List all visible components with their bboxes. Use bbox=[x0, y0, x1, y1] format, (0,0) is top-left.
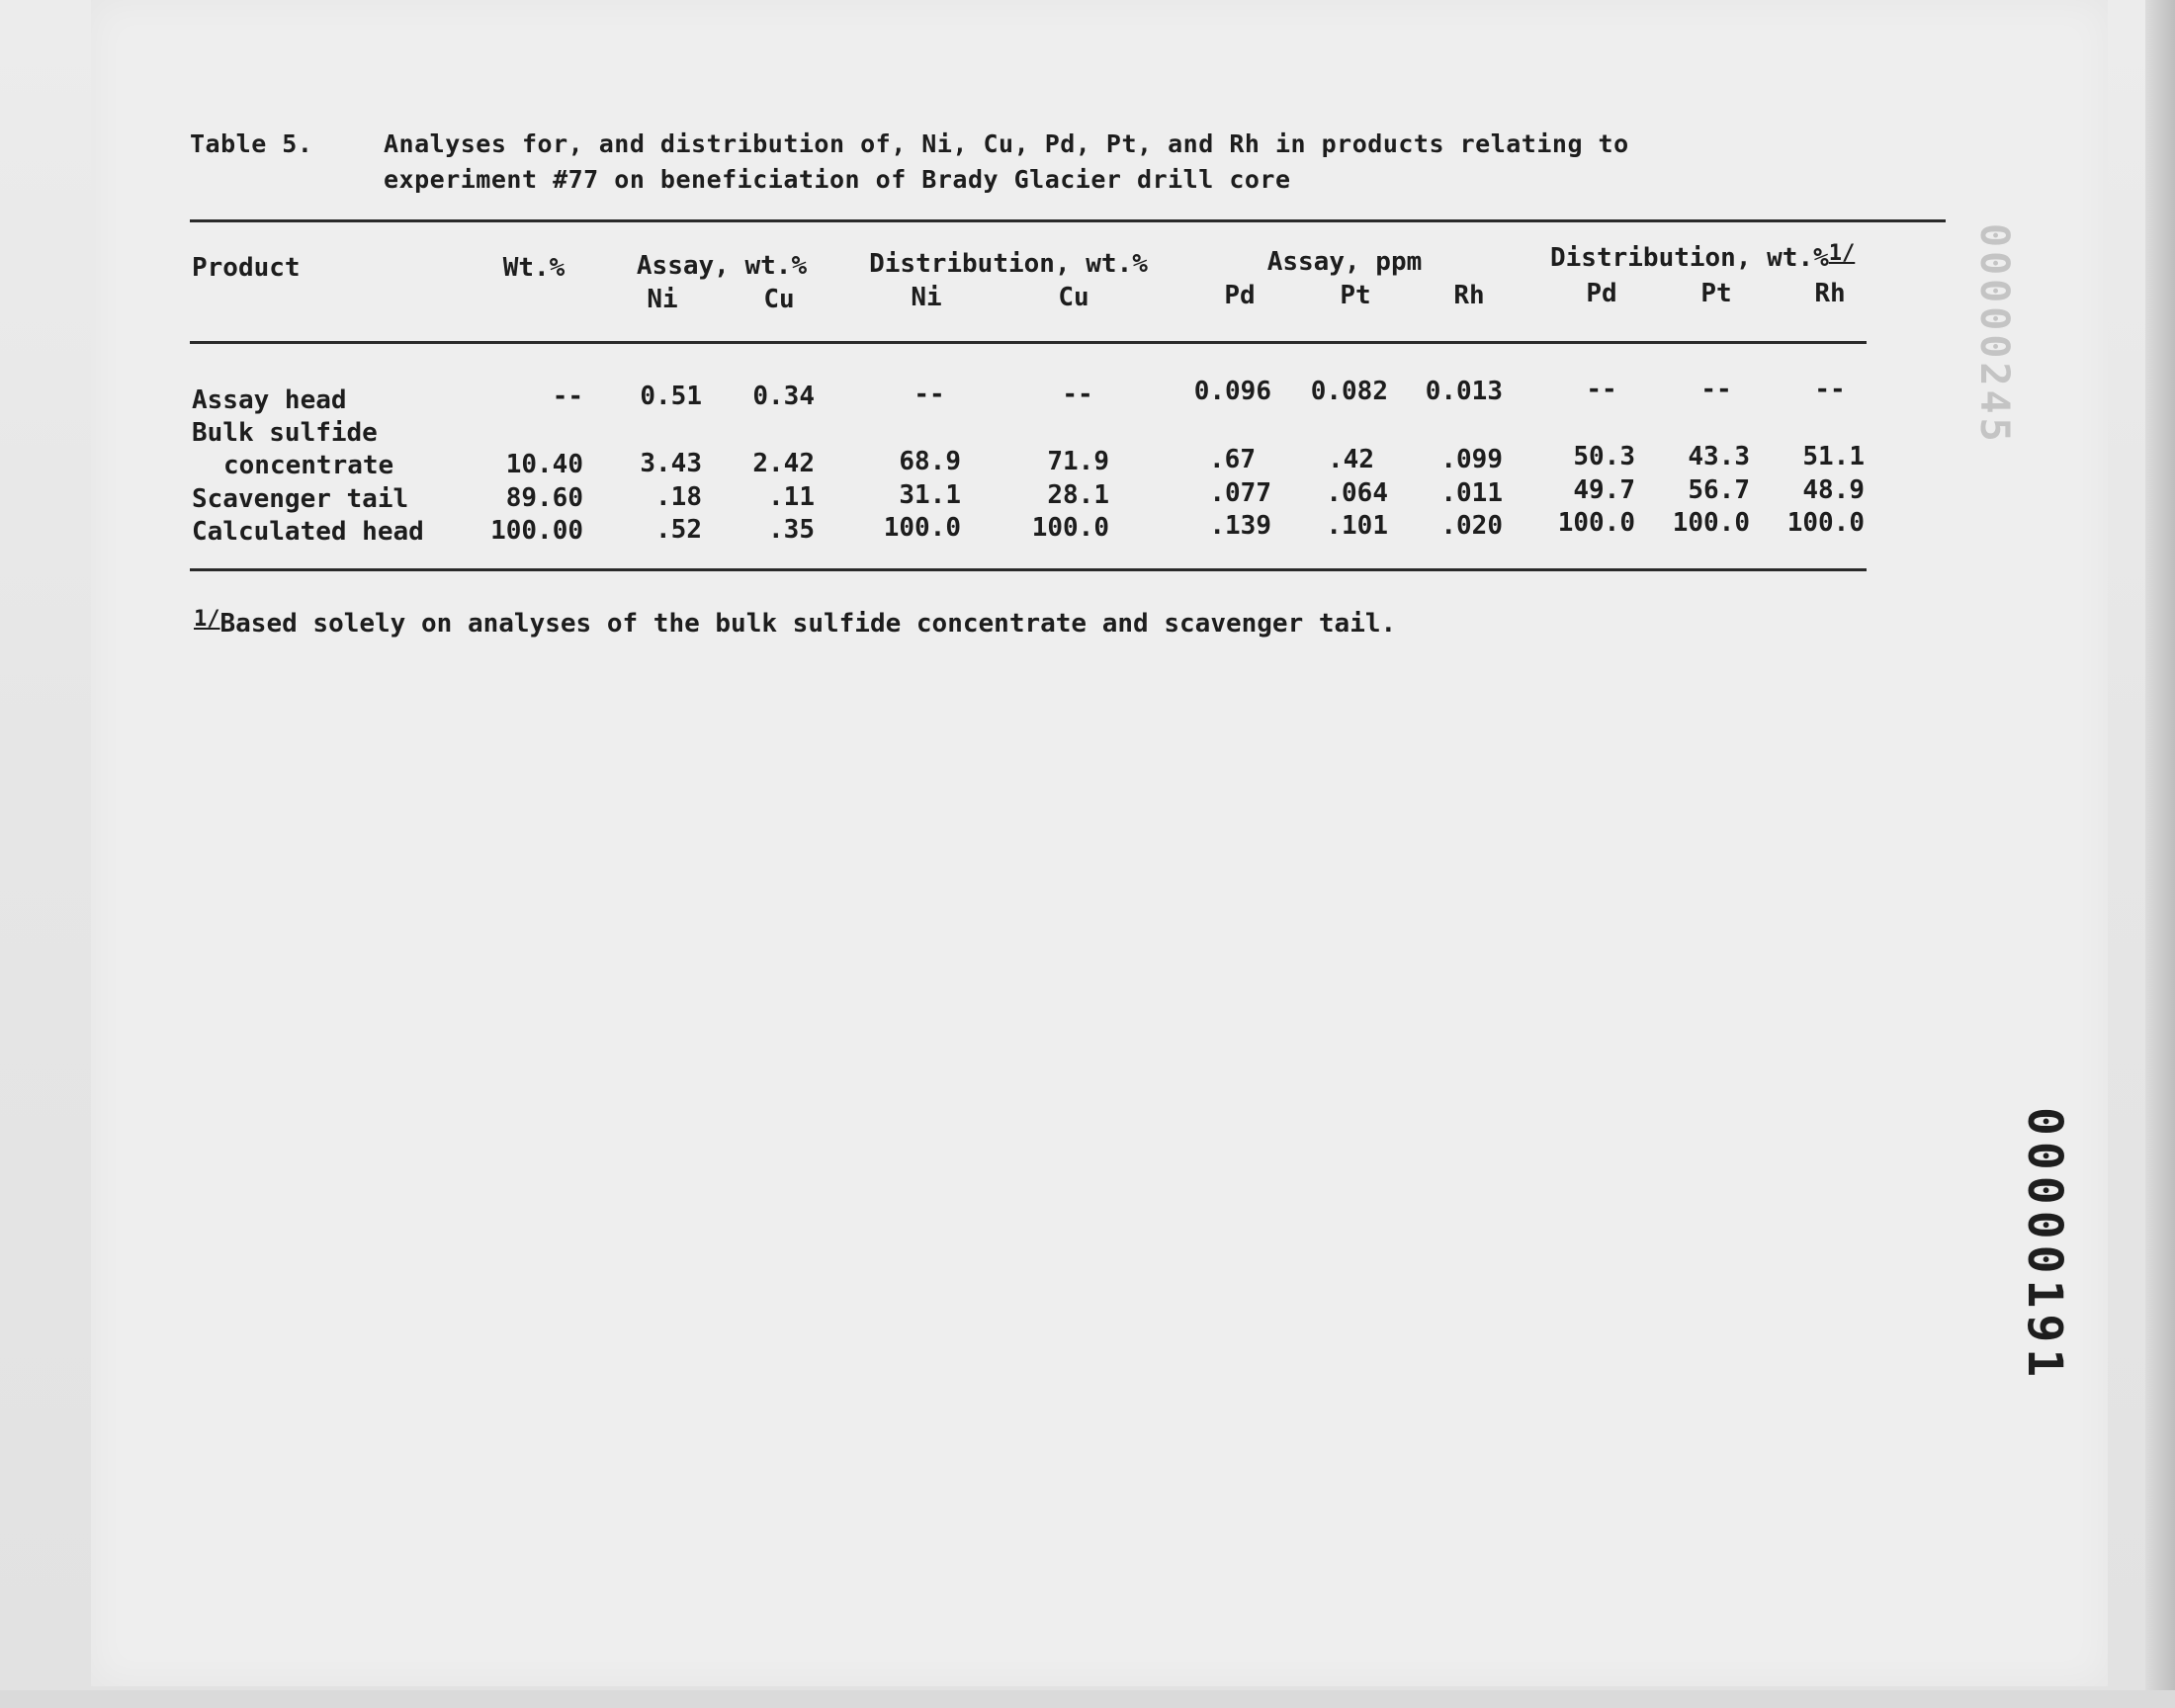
cell-assay-cu: .35 bbox=[768, 515, 815, 545]
cell-dist-rh: 51.1 bbox=[1802, 442, 1865, 471]
cell-assay-pt: .101 bbox=[1326, 511, 1388, 541]
cell-dist-rh: 48.9 bbox=[1802, 475, 1865, 505]
row-product: Bulk sulfide bbox=[192, 418, 378, 448]
table-footnote bbox=[194, 608, 1396, 641]
cell-dist-cu: 28.1 bbox=[1047, 480, 1109, 510]
cell-assay-pd: .139 bbox=[1209, 511, 1271, 541]
cell-dist-cu: 100.0 bbox=[1031, 513, 1109, 543]
footnote-reference: 1/ bbox=[1828, 241, 1856, 266]
row-product: Assay head bbox=[192, 385, 347, 415]
table-number: Table 5. bbox=[190, 129, 313, 158]
header-wt: Wt.% bbox=[502, 253, 566, 283]
cell-assay-ni: 3.43 bbox=[640, 449, 702, 478]
cell-assay-cu: 2.42 bbox=[752, 449, 815, 478]
header-distribution-wt-2 bbox=[1550, 242, 1855, 276]
header-sub-dist-pd: Pd bbox=[1586, 279, 1617, 308]
cell-dist-pd: 100.0 bbox=[1557, 508, 1635, 538]
header-sub-dist-pt: Pt bbox=[1700, 279, 1732, 308]
archive-stamp-bleedthrough: 00000245 bbox=[1971, 223, 2017, 446]
table-bottom-rule bbox=[190, 568, 1867, 571]
cell-dist-pd: -- bbox=[1586, 375, 1617, 404]
cell-assay-ni: 0.51 bbox=[640, 382, 702, 411]
scan-edge-right bbox=[2145, 0, 2175, 1708]
header-sub-dist-cu: Cu bbox=[1058, 283, 1089, 312]
cell-dist-ni: 31.1 bbox=[899, 480, 961, 510]
cell-assay-pd: 0.096 bbox=[1193, 377, 1271, 406]
cell-assay-cu: .11 bbox=[768, 482, 815, 512]
header-sub-assay-pd: Pd bbox=[1224, 281, 1256, 310]
cell-assay-pt: .42 bbox=[1328, 445, 1374, 474]
cell-dist-pd: 50.3 bbox=[1573, 442, 1635, 471]
row-product: Scavenger tail bbox=[192, 484, 409, 514]
header-assay-ppm: Assay, ppm bbox=[1266, 247, 1423, 277]
cell-assay-pt: .064 bbox=[1326, 478, 1388, 508]
cell-assay-ni: .52 bbox=[655, 515, 702, 545]
cell-assay-cu: 0.34 bbox=[752, 382, 815, 411]
scan-edge-bottom bbox=[0, 1690, 2175, 1708]
header-product: Product bbox=[192, 253, 301, 283]
cell-dist-pt: 43.3 bbox=[1688, 442, 1750, 471]
cell-dist-cu: 71.9 bbox=[1047, 447, 1109, 476]
cell-dist-cu: -- bbox=[1062, 380, 1093, 409]
cell-assay-rh: .020 bbox=[1440, 511, 1503, 541]
header-sub-assay-rh: Rh bbox=[1453, 281, 1485, 310]
table-title-line-2: experiment #77 on beneficiation of Brady Glacier drill core bbox=[384, 165, 1291, 194]
cell-dist-pt: -- bbox=[1700, 375, 1732, 404]
table-title-line-1: Analyses for, and distribution of, Ni, Cu, Pd, Pt, and Rh in products relating to bbox=[384, 129, 1629, 158]
cell-dist-ni: 100.0 bbox=[883, 513, 961, 543]
cell-assay-pd: .67 bbox=[1209, 445, 1256, 474]
cell-assay-rh: 0.013 bbox=[1425, 377, 1503, 406]
cell-wt: 100.00 bbox=[490, 516, 583, 546]
cell-dist-rh: -- bbox=[1814, 375, 1846, 404]
footnote-mark: 1/ bbox=[194, 607, 220, 632]
cell-assay-rh: .099 bbox=[1440, 445, 1503, 474]
archive-stamp-number: 00000191 bbox=[2017, 1107, 2072, 1384]
cell-dist-rh: 100.0 bbox=[1786, 508, 1865, 538]
cell-dist-pt: 56.7 bbox=[1688, 475, 1750, 505]
row-product-continued: concentrate bbox=[223, 451, 394, 480]
cell-dist-pt: 100.0 bbox=[1672, 508, 1750, 538]
cell-wt: -- bbox=[552, 382, 583, 411]
cell-assay-rh: .011 bbox=[1440, 478, 1503, 508]
table-header-rule bbox=[190, 341, 1867, 344]
footnote-text: Based solely on analyses of the bulk sulfide concentrate and scavenger tail. bbox=[219, 609, 1397, 639]
header-distribution-wt-2-label: Distribution, wt.% bbox=[1550, 243, 1829, 273]
header-sub-dist-ni: Ni bbox=[911, 283, 942, 312]
cell-dist-ni: -- bbox=[914, 380, 945, 409]
row-product: Calculated head bbox=[192, 517, 424, 547]
cell-wt: 10.40 bbox=[505, 450, 583, 479]
header-sub-assay-pt: Pt bbox=[1340, 281, 1371, 310]
cell-assay-ni: .18 bbox=[655, 482, 702, 512]
header-sub-dist-rh: Rh bbox=[1814, 279, 1846, 308]
cell-assay-pt: 0.082 bbox=[1310, 377, 1388, 406]
header-distribution-wt: Distribution, wt.% bbox=[869, 249, 1148, 279]
header-assay-wt: Assay, wt.% bbox=[636, 251, 808, 281]
cell-dist-pd: 49.7 bbox=[1573, 475, 1635, 505]
cell-assay-pd: .077 bbox=[1209, 478, 1271, 508]
header-sub-assay-ni: Ni bbox=[647, 285, 678, 314]
table-top-rule bbox=[190, 219, 1946, 222]
table-title bbox=[384, 127, 1787, 198]
cell-dist-ni: 68.9 bbox=[899, 447, 961, 476]
header-sub-assay-cu: Cu bbox=[763, 285, 795, 314]
cell-wt: 89.60 bbox=[505, 483, 583, 513]
